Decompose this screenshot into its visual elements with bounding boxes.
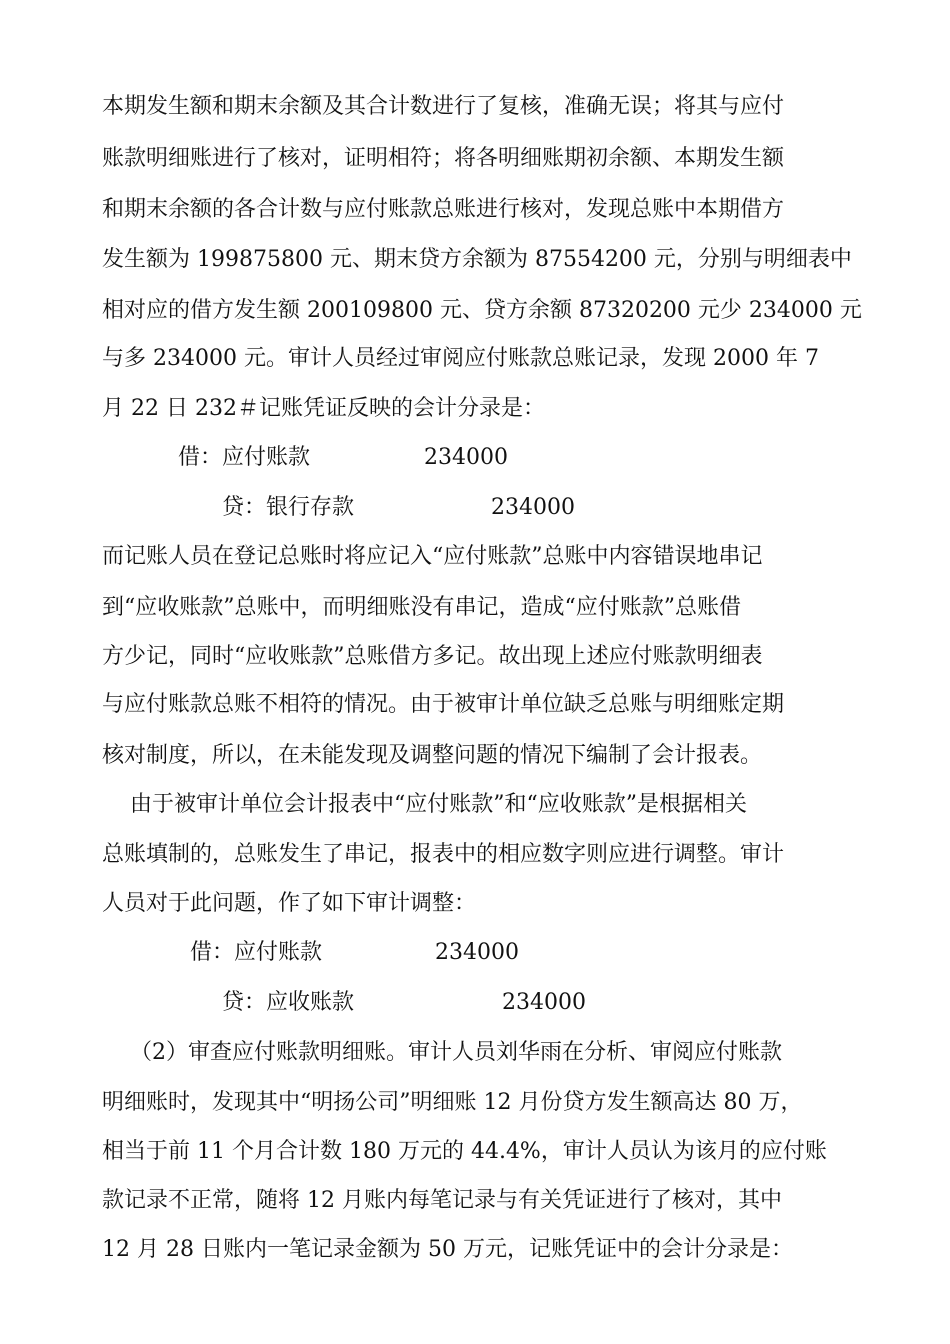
text-line: 明细账时，发现其中“明扬公司”明细账 12 月份贷方发生额高达 80 万， bbox=[102, 1090, 803, 1115]
text-line: 而记账人员在登记总账时将应记入“应付账款”总账中内容错误地串记 bbox=[102, 544, 763, 569]
text-line: 本期发生额和期末余额及其合计数进行了复核，准确无误；将其与应付 bbox=[102, 94, 785, 119]
text-line: 与多 234000 元。审计人员经过审阅应付账款总账记录，发现 2000 年 7 bbox=[102, 346, 819, 371]
text-line: 总账填制的，总账发生了串记，报表中的相应数字则应进行调整。审计 bbox=[102, 842, 785, 867]
text-line: 人员对于此问题，作了如下审计调整： bbox=[102, 891, 477, 916]
text-line: 发生额为 199875800 元、期末贷方余额为 87554200 元，分别与明细表中 bbox=[102, 247, 852, 272]
text-line: 到“应收账款”总账中，而明细账没有串记，造成“应付账款”总账借 bbox=[102, 595, 741, 620]
text-line: 账款明细账进行了核对，证明相符；将各明细账期初余额、本期发生额 bbox=[102, 146, 785, 171]
journal-entry-credit-amount: 234000 bbox=[502, 990, 586, 1015]
journal-entry-debit-amount: 234000 bbox=[424, 445, 508, 470]
journal-entry-credit: 贷：银行存款 bbox=[222, 495, 355, 520]
text-line: 款记录不正常，随将 12 月账内每笔记录与有关凭证进行了核对，其中 bbox=[102, 1188, 782, 1213]
journal-entry-credit: 贷：应收账款 bbox=[222, 990, 355, 1015]
text-line: 与应付账款总账不相符的情况。由于被审计单位缺乏总账与明细账定期 bbox=[102, 692, 785, 717]
text-line: （2）审查应付账款明细账。审计人员刘华雨在分析、审阅应付账款 bbox=[130, 1040, 782, 1065]
text-line: 方少记，同时“应收账款”总账借方多记。故出现上述应付账款明细表 bbox=[102, 644, 763, 669]
journal-entry-debit: 借：应付账款 bbox=[190, 940, 323, 965]
text-line: 相对应的借方发生额 200109800 元、贷方余额 87320200 元少 234000 元 bbox=[102, 298, 862, 323]
text-line: 相当于前 11 个月合计数 180 万元的 44.4%，审计人员认为该月的应付账 bbox=[102, 1139, 827, 1164]
text-line: 月 22 日 232＃记账凭证反映的会计分录是： bbox=[102, 396, 545, 421]
journal-entry-debit: 借：应付账款 bbox=[178, 445, 311, 470]
text-line: 和期末余额的各合计数与应付账款总账进行核对，发现总账中本期借方 bbox=[102, 197, 785, 222]
journal-entry-credit-amount: 234000 bbox=[491, 495, 575, 520]
text-line: 12 月 28 日账内一笔记录金额为 50 万元，记账凭证中的会计分录是： bbox=[102, 1237, 793, 1262]
text-line: 核对制度，所以，在未能发现及调整问题的情况下编制了会计报表。 bbox=[102, 743, 763, 768]
journal-entry-debit-amount: 234000 bbox=[435, 940, 519, 965]
text-line: 由于被审计单位会计报表中“应付账款”和“应收账款”是根据相关 bbox=[130, 792, 747, 817]
